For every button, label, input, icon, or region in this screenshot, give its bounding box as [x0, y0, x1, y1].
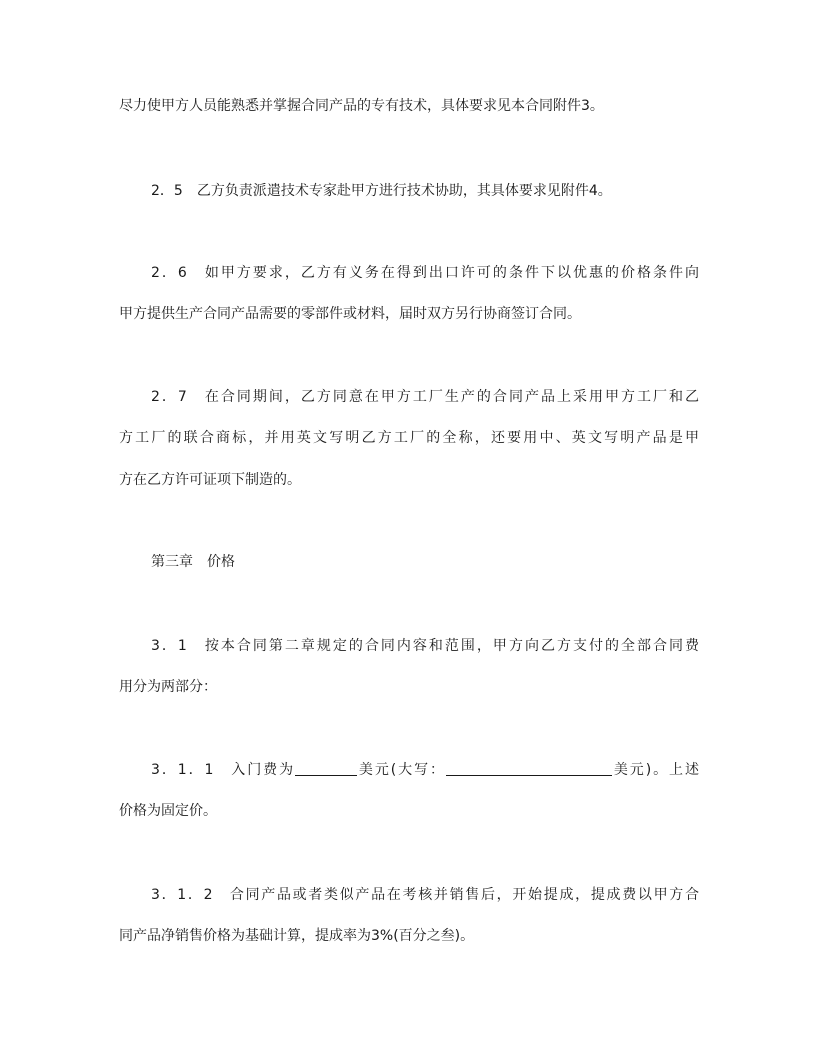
clause-3-1-1-text-c: 美元)。上述	[611, 762, 699, 778]
clause-3-1-1-text-a: 3．1．1 入门费为	[151, 762, 295, 778]
paragraph-line: 价格为固定价。	[119, 803, 217, 819]
clause-2-5: 2．5 乙方负责派遣技术专家赴甲方进行技术协助，其具体要求见附件4。	[151, 183, 612, 199]
clause-3-1: 3．1 按本合同第二章规定的合同内容和范围，甲方向乙方支付的全部合同费	[151, 638, 699, 654]
entry-fee-words-blank	[446, 761, 612, 776]
clause-3-1-1	[151, 761, 699, 779]
paragraph-line: 用分为两部分：	[119, 679, 217, 695]
paragraph-line: 方在乙方许可证项下制造的。	[119, 472, 301, 488]
clause-2-6: 2．6 如甲方要求，乙方有义务在得到出口许可的条件下以优惠的价格条件向	[151, 265, 699, 281]
paragraph-line: 甲方提供生产合同产品需要的零部件或材料，届时双方另行协商签订合同。	[119, 306, 581, 322]
clause-2-7: 2．7 在合同期间，乙方同意在甲方工厂生产的合同产品上采用甲方工厂和乙	[151, 389, 699, 405]
entry-fee-blank	[295, 761, 357, 776]
chapter-heading: 第三章 价格	[151, 554, 235, 570]
paragraph-line: 同产品净销售价格为基础计算，提成率为3%(百分之叁)。	[119, 928, 475, 944]
clause-3-1-1-text-b: 美元(大写：	[357, 762, 446, 778]
paragraph-line: 尽力使甲方人员能熟悉并掌握合同产品的专有技术，具体要求见本合同附件3。	[119, 98, 604, 114]
paragraph-line: 方工厂的联合商标，并用英文写明乙方工厂的全称，还要用中、英文写明产品是甲	[119, 430, 699, 446]
clause-3-1-2: 3．1．2 合同产品或者类似产品在考核并销售后，开始提成，提成费以甲方合	[151, 887, 699, 903]
